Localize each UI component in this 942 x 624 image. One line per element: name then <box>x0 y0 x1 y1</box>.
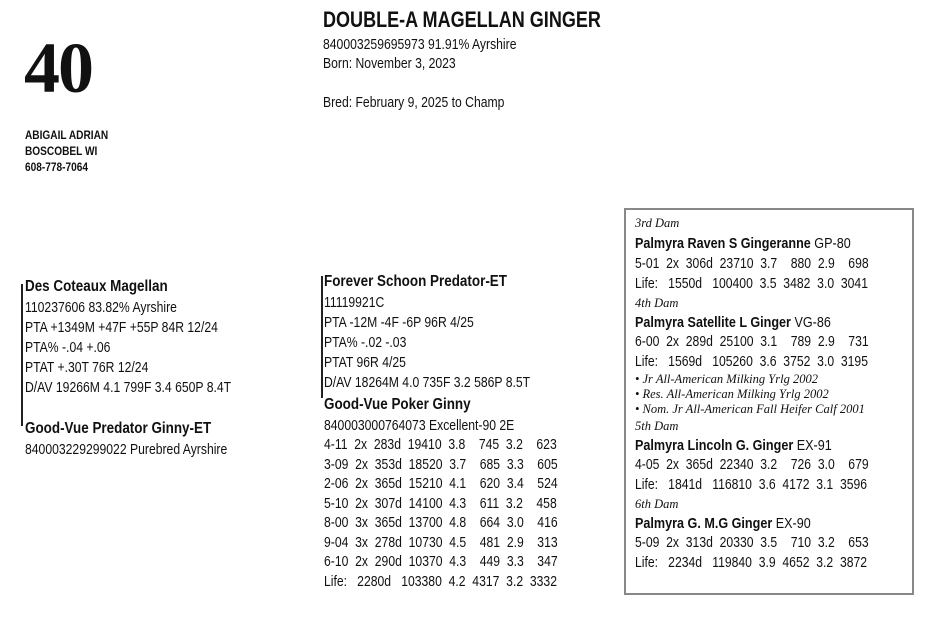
mgs-line: PTA% -.02 -.03 <box>324 335 407 351</box>
dam-block <box>25 418 227 460</box>
sire-block <box>25 276 231 398</box>
mgs-line: D/AV 18264M 4.0 735F 3.2 586P 8.5T <box>324 375 531 391</box>
exhibitor-city: BOSCOBEL WI <box>25 146 98 158</box>
classification-score: EX-90 <box>775 515 811 532</box>
award-item: • Jr All-American Milking Yrlg 2002 <box>635 372 818 386</box>
animal-id-line: 840003259695973 91.91% Ayrshire <box>323 37 517 53</box>
dam-name: Good-Vue Predator Ginny-ET <box>25 420 212 437</box>
ancestor-dam-name: Palmyra Satellite L Ginger <box>635 314 791 331</box>
mgs-block <box>324 271 530 393</box>
ancestor-dams-list <box>635 214 913 573</box>
ancestor-dam-name: Palmyra Raven S Gingeranne <box>635 235 811 252</box>
dam-id-line: 840003229299022 Purebred Ayrshire <box>25 442 228 458</box>
dam-generation-label: 5th Dam <box>635 419 679 433</box>
lot-number: 40 <box>24 28 92 108</box>
mgs-bracket <box>321 276 323 398</box>
mgs-name: Forever Schoon Predator-ET <box>324 273 507 290</box>
mgs-line: 11119921C <box>324 295 385 311</box>
mgs-line: PTA -12M -4F -6P 96R 4/25 <box>324 315 474 331</box>
lactation-record: 6-00 2x 289d 25100 3.1 789 2.9 731 <box>635 334 869 350</box>
ancestor-dam-header <box>635 313 869 333</box>
classification-score: EX-91 <box>796 437 832 454</box>
lactation-record: 4-05 2x 365d 22340 3.2 726 3.0 679 <box>635 457 869 473</box>
dam-generation-label: 4th Dam <box>635 296 679 310</box>
sire-line: PTA +1349M +47F +55P 84R 12/24 <box>25 320 218 336</box>
sire-line: PTAT +.30T 76R 12/24 <box>25 360 149 376</box>
exhibitor-phone: 608-778-7064 <box>25 162 89 174</box>
lactation-record: 9-04 3x 278d 10730 4.5 481 2.9 313 <box>324 534 558 551</box>
exhibitor-info <box>25 128 108 176</box>
ancestor-dam-name: Palmyra G. M.G Ginger <box>635 515 773 532</box>
dam-generation-label: 3rd Dam <box>635 216 680 230</box>
sire-bracket <box>21 284 23 426</box>
classification-score: VG-86 <box>794 314 831 331</box>
mgs-line: PTAT 96R 4/25 <box>324 355 406 371</box>
ancestor-dam-header <box>635 233 869 255</box>
second-dam-block <box>324 394 558 592</box>
animal-bred: Bred: February 9, 2025 to Champ <box>323 95 505 111</box>
second-dam-name: Good-Vue Poker Ginny <box>324 396 471 413</box>
sire-line: D/AV 19266M 4.1 799F 3.4 650P 8.4T <box>25 380 232 396</box>
second-dam-id-line: 840003000764073 Excellent-90 2E <box>324 418 515 434</box>
dam-generation-label: 6th Dam <box>635 497 679 511</box>
award-item: • Nom. Jr All-American Fall Heifer Calf 2001 <box>635 402 865 416</box>
lifetime-record: Life: 1550d 100400 3.5 3482 3.0 3041 <box>635 275 868 292</box>
lactation-record: 4-11 2x 283d 19410 3.8 745 3.2 623 <box>324 437 557 453</box>
exhibitor-name: ABIGAIL ADRIAN <box>25 130 109 142</box>
ancestor-dam-header <box>635 436 869 456</box>
lactation-record: 6-10 2x 290d 10370 4.3 449 3.3 347 <box>324 554 558 570</box>
lifetime-record: Life: 2280d 103380 4.2 4317 3.2 3332 <box>324 573 557 590</box>
lactation-record: 2-06 2x 365d 15210 4.1 620 3.4 524 <box>324 476 558 492</box>
ancestor-dam-header <box>635 514 869 534</box>
lifetime-record: Life: 1569d 105260 3.6 3752 3.0 3195 <box>635 353 868 370</box>
classification-score: GP-80 <box>814 235 851 252</box>
lactation-record: 5-09 2x 313d 20330 3.5 710 3.2 653 <box>635 535 869 551</box>
sire-line: PTA% -.04 +.06 <box>25 340 111 356</box>
lifetime-record: Life: 2234d 119840 3.9 4652 3.2 3872 <box>635 554 868 571</box>
award-item: • Res. All-American Milking Yrlg 2002 <box>635 387 829 401</box>
animal-name: DOUBLE-A MAGELLAN GINGER <box>323 7 601 32</box>
animal-born: Born: November 3, 2023 <box>323 56 456 72</box>
lactation-record: 3-09 2x 353d 18520 3.7 685 3.3 605 <box>324 456 558 473</box>
sire-name: Des Coteaux Magellan <box>25 278 168 295</box>
lactation-record: 5-10 2x 307d 14100 4.3 611 3.2 458 <box>324 495 557 512</box>
lifetime-record: Life: 1841d 116810 3.6 4172 3.1 3596 <box>635 476 868 493</box>
sire-line: 110237606 83.82% Ayrshire <box>25 300 177 316</box>
lactation-record: 5-01 2x 306d 23710 3.7 880 2.9 698 <box>635 256 869 272</box>
ancestor-dam-name: Palmyra Lincoln G. Ginger <box>635 437 794 454</box>
lactation-record: 8-00 3x 365d 13700 4.8 664 3.0 416 <box>324 515 558 531</box>
